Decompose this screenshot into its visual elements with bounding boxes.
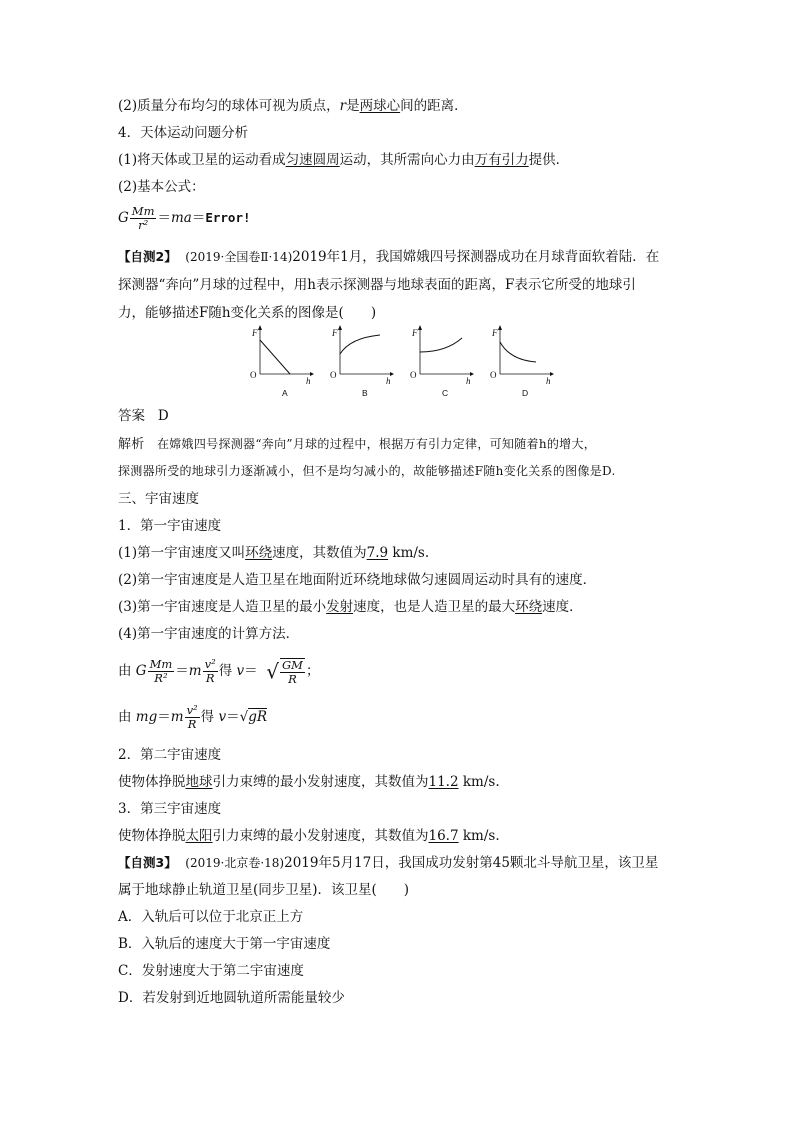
test2-line2: 探测器“奔向”月球的过程中，用h表示探测器与地球表面的距离，F表示它所受的地球引: [118, 277, 636, 293]
answer-line: [118, 406, 169, 426]
option-b: B．入轨后的速度大于第一宇宙速度: [118, 936, 331, 952]
option-a: A．入轨后可以位于北京正上方: [118, 909, 304, 925]
blank-two-centers: 两球心: [359, 98, 401, 114]
answer-value: D: [157, 408, 169, 424]
radical-sign: √: [239, 709, 249, 725]
graph-options: [244, 324, 554, 400]
axis-label-h: h: [386, 376, 391, 386]
formula-gravity-ma: G $\frac{Mm}{\text{r²}}$ ＝ma＝Error!: [118, 204, 251, 232]
graph-a: [244, 324, 314, 400]
line-second-definition: 使物体挣脱地球引力束缚的最小发射速度，其数值为11.2 km/s.: [118, 774, 500, 790]
line-uniform-sphere: (2)质量分布均匀的球体可视为质点，r是两球心间的距离．: [118, 98, 468, 114]
graph-caption: C: [442, 388, 449, 398]
graph-caption: D: [522, 388, 529, 398]
graph-b: [324, 324, 394, 400]
radical-sign: √: [266, 659, 279, 684]
test3-line1: 【自测3】 (2019·北京卷·18)2019年5月17日，我国成功发射第45颗北斗导航卫星，该卫星: [118, 855, 659, 871]
error-text: Error!: [205, 210, 251, 225]
heading-third-cosmic: 3．第三宇宙速度: [118, 801, 222, 817]
test3-tag: 【自测3】: [118, 855, 177, 870]
option-c: C．发射速度大于第二宇宙速度: [118, 963, 304, 979]
axis-label-f: F: [412, 328, 418, 338]
axis-label-f: F: [332, 328, 338, 338]
formula-first-velocity-g: 由 mg＝m $\frac{\text{v²}}{R}$ 得 v＝√gR: [118, 703, 268, 731]
formula-first-velocity-gm: 由 G $\frac{Mm}{\text{R²}}$ ＝m $\frac{\text{v²}}{R}$ 得 v＝ √ $\frac{GM}{R}$ ；: [118, 657, 320, 686]
line-third-definition: 使物体挣脱太阳引力束缚的最小发射速度，其数值为16.7 km/s.: [118, 828, 500, 844]
line-first-definition: (2)第一宇宙速度是人造卫星在地面附近环绕地球做匀速圆周运动时具有的速度．: [118, 572, 597, 588]
axis-label-f: F: [252, 328, 258, 338]
origin-label: O: [490, 370, 497, 380]
test2-tag: 【自测2】: [118, 249, 177, 264]
line-basic-formula: (2)基本公式：: [118, 179, 205, 195]
axis-label-h: h: [546, 376, 551, 386]
graph-d: [484, 324, 554, 400]
axis-label-f: F: [492, 328, 498, 338]
answer-label: 答案: [118, 408, 145, 424]
graph-caption: B: [362, 388, 368, 398]
origin-label: O: [330, 370, 337, 380]
line-motion-model: (1)将天体或卫星的运动看成匀速圆周运动，其所需向心力由万有引力提供．: [118, 152, 570, 168]
option-d: D．若发射到近地圆轨道所需能量较少: [118, 990, 345, 1006]
solution-label: 解析: [118, 437, 145, 452]
axis-label-h: h: [306, 376, 311, 386]
line-first-min-max: (3)第一宇宙速度是人造卫星的最小发射速度，也是人造卫星的最大环绕速度．: [118, 599, 583, 615]
line-first-calc: (4)第一宇宙速度的计算方法．: [118, 626, 300, 642]
graph-c: [404, 324, 474, 400]
heading-first-cosmic: 1．第一宇宙速度: [118, 518, 222, 534]
test2-line3: 力，能够描述F随h变化关系的图像是( ): [118, 305, 377, 321]
origin-label: O: [410, 370, 417, 380]
section-cosmic-velocity: 三、宇宙速度: [118, 491, 199, 507]
solution-line2: 探测器所受的地球引力逐渐减小，但不是均匀减小的，故能够描述F随h变化关系的图像是D.: [118, 464, 616, 478]
axis-label-h: h: [466, 376, 471, 386]
heading-celestial-motion: 4．天体运动问题分析: [118, 125, 249, 141]
heading-second-cosmic: 2．第二宇宙速度: [118, 747, 222, 763]
solution-line1: 解析 在嫦娥四号探测器“奔向”月球的过程中，根据万有引力定律，可知随着h的增大，: [118, 437, 597, 452]
test2-line1: 【自测2】 (2019·全国卷Ⅱ·14)2019年1月，我国嫦娥四号探测器成功在月球背面软着陆．在: [118, 249, 660, 265]
test3-line2: 属于地球静止轨道卫星(同步卫星)．该卫星( ): [118, 882, 410, 898]
line-first-alias: (1)第一宇宙速度又叫环绕速度，其数值为7.9 km/s.: [118, 545, 430, 561]
origin-label: O: [250, 370, 257, 380]
graph-caption: A: [282, 388, 288, 398]
